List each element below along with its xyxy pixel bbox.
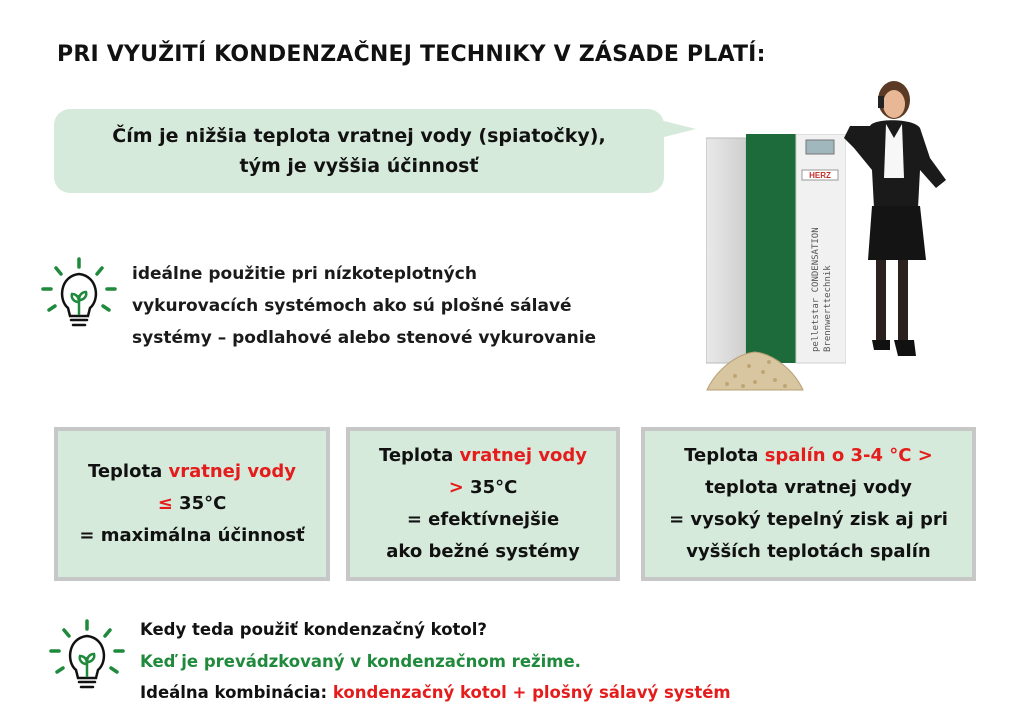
boiler-brand: HERZ [809, 171, 831, 180]
page-title: PRI VYUŽITÍ KONDENZAČNEJ TECHNIKY V ZÁSADE PLATÍ: [57, 42, 766, 67]
speech-bubble [54, 109, 664, 193]
box2-line-4: ako bežné systémy [386, 541, 580, 562]
answer-text: Keď je prevádzkovaný v kondenzačnom režime. [140, 652, 581, 671]
box2-line-2 [449, 472, 518, 504]
box1-symbol: ≤ [157, 493, 173, 514]
box2-line-3: = efektívnejšie [406, 509, 560, 530]
box3-line-3: = vysoký tepelný zisk aj pri [669, 509, 948, 530]
combination-text [140, 683, 731, 702]
box2-prefix: Teplota [378, 445, 460, 466]
box3-prefix: Teplota [684, 445, 765, 466]
pellet-pile-image [705, 348, 805, 396]
box3-line-4: vyšších teplotách spalín [686, 541, 931, 562]
box3-line-2: teplota vratnej vody [705, 477, 912, 498]
lightbulb-icon [40, 256, 118, 334]
box3-line-1 [684, 440, 933, 472]
ideal-usage-text [132, 258, 692, 354]
ideal-line-2: vykurovacích systémoch ako sú plošné sálavé [132, 296, 572, 316]
bubble-line-2: tým je vyššia účinnosť [239, 155, 479, 177]
box2-line-1 [379, 440, 587, 472]
combination-prefix: Ideálna kombinácia: [140, 683, 333, 702]
pellet-boiler-image [706, 134, 846, 369]
boiler-label-2: Brennwerttechnik [823, 265, 833, 352]
box1-red-text: vratnej vody [168, 461, 297, 482]
box3-red-text: spalín o 3-4 °C > [764, 445, 933, 466]
box2-red-text: vratnej vody [459, 445, 588, 466]
bubble-line-1: Čím je nižšia teplota vratnej vody (spiatočky), [112, 125, 606, 147]
box1-line-1 [88, 456, 296, 488]
woman-on-phone-image [834, 78, 969, 363]
box1-prefix: Teplota [87, 461, 169, 482]
box2-symbol: > [448, 477, 464, 498]
box1-temp: 35°C [172, 493, 227, 514]
lightbulb-icon [48, 618, 126, 696]
boiler-label-1: pelletstar CONDENSATION [811, 227, 821, 352]
question-text: Kedy teda použiť kondenzačný kotol? [140, 620, 487, 639]
box1-line-2 [158, 488, 227, 520]
info-box-heat-gain [641, 427, 976, 581]
box2-temp: 35°C [463, 477, 518, 498]
info-box-max-efficiency [54, 427, 330, 581]
ideal-line-1: ideálne použitie pri nízkoteplotných [132, 264, 477, 284]
ideal-line-3: systémy – podlahové alebo stenové vykurovanie [132, 328, 597, 348]
box1-line-3: = maximálna účinnosť [79, 525, 305, 546]
combination-red-text: kondenzačný kotol + plošný sálavý systém [332, 683, 731, 702]
info-box-more-effective [346, 427, 620, 581]
